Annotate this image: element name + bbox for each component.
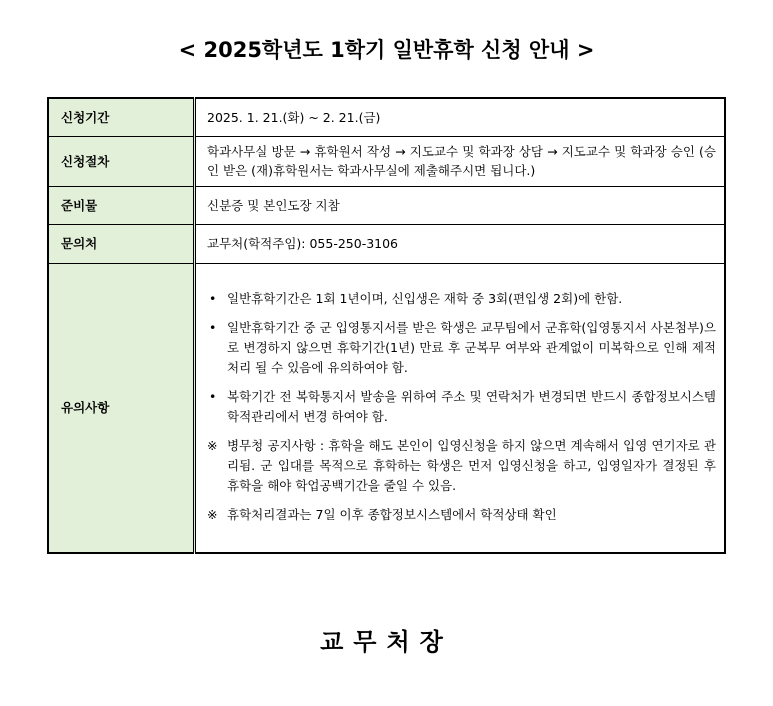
document-title: < 2025학년도 1학기 일반휴학 신청 안내 > [178, 38, 595, 62]
row-label: 문의처 [48, 224, 195, 263]
bullet-icon: • [209, 319, 217, 335]
note-text: 병무청 공지사항 : 휴학을 해도 본인이 입영신청을 하지 않으면 계속해서 입영 연기자로 관리됨. 군 입대를 목적으로 휴학하는 학생은 먼저 입영신청을 하고, 입영일자가 결정된 후 휴학을 해야 학업공백기간을 줄일 수 있음. [227, 437, 716, 493]
application-procedure: 학과사무실 방문 → 휴학원서 작성 → 지도교수 및 학과장 상담 → 지도교수 및 학과장 승인 (승인 받은 (재)휴학원서는 학과사무실에 제출해주시면 됩니다.) [195, 136, 726, 186]
list-item [207, 318, 716, 378]
application-period: 2025. 1. 21.(화) ~ 2. 21.(금) [195, 98, 726, 136]
bullet-icon: • [209, 388, 217, 404]
issuer-signature: 교무처장 [320, 628, 453, 656]
list-item [207, 387, 716, 427]
notes-list [207, 279, 716, 537]
row-label: 준비물 [48, 186, 195, 224]
list-item [207, 289, 716, 309]
note-text: 일반휴학기간 중 군 입영통지서를 받은 학생은 교무팀에서 군휴학(입영통지서 사본첨부)으로 변경하지 않으면 휴학기간(1년) 만료 후 군복무 여부와 관계없이 미복학으로 인해 제적 처리 될 수 있음에 유의하여야 함. [227, 319, 716, 375]
table-row [48, 98, 725, 136]
notes-cell [195, 263, 726, 553]
list-item [207, 505, 716, 525]
required-items: 신분증 및 본인도장 지참 [195, 186, 726, 224]
contact-info: 교무처(학적주임): 055-250-3106 [195, 224, 726, 263]
row-label: 유의사항 [48, 263, 195, 553]
row-label: 신청기간 [48, 98, 195, 136]
note-text: 휴학처리결과는 7일 이후 종합정보시스템에서 학적상태 확인 [227, 506, 557, 522]
list-item [207, 436, 716, 496]
table-row [48, 224, 725, 263]
note-text: 일반휴학기간은 1회 1년이며, 신입생은 재학 중 3회(편입생 2회)에 한함. [227, 290, 623, 306]
row-label: 신청절차 [48, 136, 195, 186]
bullet-icon: • [209, 290, 217, 306]
table-row [48, 263, 725, 553]
info-table [47, 97, 726, 554]
note-text: 복학기간 전 복학통지서 발송을 위하여 주소 및 연락처가 변경되면 반드시 종합정보시스템 학적관리에서 변경 하여야 함. [227, 388, 716, 424]
table-row [48, 136, 725, 186]
reference-mark-icon: ※ [207, 437, 218, 453]
table-row [48, 186, 725, 224]
reference-mark-icon: ※ [207, 506, 218, 522]
